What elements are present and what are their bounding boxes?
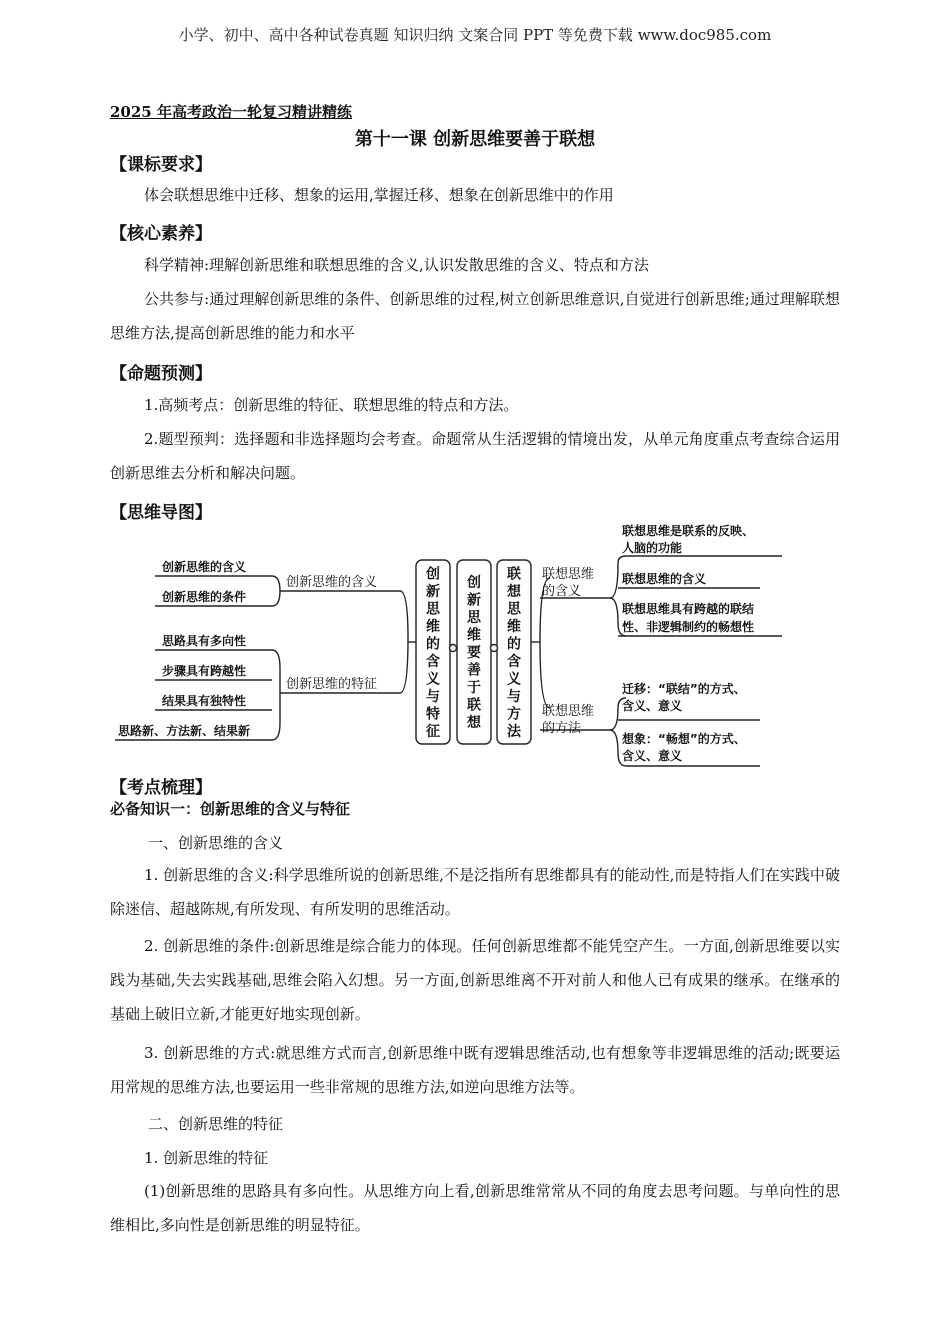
hexin-p2: 公共参与:通过理解创新思维的条件、创新思维的过程,树立创新思维意识,自觉进行创新思维;通过理解联想思维方法,提高创新思维的能力和水平	[110, 290, 840, 342]
section-hexin-title: 【核心素养】	[110, 224, 212, 244]
mm-right-bottom-branch-line2: 的方法	[542, 721, 582, 736]
sub-1-p1: (1)创新思维的思路具有多向性。从思维方向上看,创新思维常常从不同的角度去思考问题。与单向性的思维相比,多向性是创新思维的明显特征。	[110, 1182, 840, 1234]
mm-left-bottom-leaf-2: 步骤具有跨越性	[162, 664, 247, 678]
mm-right-bottom-leaf-2a: 想象：“畅想”的方式、	[622, 732, 746, 746]
kebiao-text: 体会联想思维中迁移、想象的运用,掌握迁移、想象在创新思维中的作用	[144, 186, 614, 204]
section-kebiao-title: 【课标要求】	[110, 155, 212, 175]
mm-right-bottom-leaf-1a: 迁移：“联结”的方式、	[622, 682, 746, 696]
mm-right-top-branch-line1: 联想思维	[542, 567, 595, 582]
item-1: 1. 创新思维的含义:科学思维所说的创新思维,不是泛指所有思维都具有的能动性,而是特指人们在实践中破除迷信、超越陈规,有所发现、有所发明的思维活动。	[110, 866, 840, 918]
document-subtitle: 2025 年高考政治一轮复习精讲精练	[110, 103, 352, 121]
mm-left-top-leaf-2: 创新思维的条件	[162, 590, 247, 604]
mm-left-bottom-leaf-4: 思路新、方法新、结果新	[118, 724, 251, 738]
mm-box-2	[466, 574, 482, 731]
mm-box3-label: 联想思维的含义与方法	[507, 566, 521, 740]
mm-left-bottom-branch: 创新思维的特征	[286, 677, 378, 692]
sub-1: 1. 创新思维的特征	[144, 1149, 269, 1167]
item-3: 3. 创新思维的方式:就思维方式而言,创新思维中既有逻辑思维活动,也有想象等非逻辑思维的活动;既要运用常规的思维方法,也要运用一些非常规的思维方法,如逆向思维方法等。	[110, 1044, 840, 1096]
mind-map	[110, 518, 800, 768]
mm-right-bottom-leaf-2b: 含义、意义	[622, 749, 683, 763]
mingti-p1: 1.高频考点：创新思维的特征、联想思维的特点和方法。	[144, 396, 519, 414]
mm-right-top-leaf-2: 联想思维的含义	[622, 572, 707, 586]
mm-left-bottom-leaf-1: 思路具有多向性	[162, 634, 247, 648]
section-mingti-title: 【命题预测】	[110, 364, 212, 384]
mm-box-1	[425, 565, 441, 740]
item-2: 2. 创新思维的条件:创新思维是综合能力的体现。任何创新思维都不能凭空产生。一方面,创新思维要以实践为基础,失去实践基础,思维会陷入幻想。另一方面,创新思维离不开对前人和他人已有成果的继承。在继承的基础上破旧立新,才能更好地实现创新。	[110, 937, 840, 1023]
mm-right-bottom-leaf-1b: 含义、意义	[622, 699, 683, 713]
mm-box1-label: 创新思维的含义与特征	[426, 566, 440, 740]
section-siwei-title: 【思维导图】	[110, 503, 212, 523]
mm-right-bottom-branch-line1: 联想思维	[542, 704, 595, 719]
mingti-p2: 2.题型预判：选择题和非选择题均会考查。命题常从生活逻辑的情境出发，从单元角度重点考查综合运用创新思维去分析和解决问题。	[110, 430, 840, 482]
mm-right-top-leaf-3b: 性、非逻辑制约的畅想性	[622, 620, 755, 634]
heading-1: 一、创新思维的含义	[148, 834, 284, 852]
page-header: 小学、初中、高中各种试卷真题 知识归纳 文案合同 PPT 等免费下载 www.doc985.com	[178, 26, 772, 44]
mm-right-top-leaf-1a: 联想思维是联系的反映、	[622, 524, 755, 538]
mm-right-top-branch-line2: 的含义	[542, 584, 582, 599]
mm-left-top-leaf-1: 创新思维的含义	[162, 560, 247, 574]
mm-box2-label: 创新思维要善于联想	[467, 575, 481, 731]
hexin-p1: 科学精神:理解创新思维和联想思维的含义,认识发散思维的含义、特点和方法	[144, 256, 649, 274]
mm-box-3	[507, 565, 522, 740]
heading-2: 二、创新思维的特征	[148, 1115, 284, 1133]
mm-left-top-branch: 创新思维的含义	[286, 575, 378, 590]
mm-right-top-leaf-1b: 人脑的功能	[622, 541, 683, 555]
mm-left-bottom-leaf-3: 结果具有独特性	[162, 694, 247, 708]
section-kaodian-title: 【考点梳理】	[110, 778, 212, 798]
lesson-title: 第十一课 创新思维要善于联想	[354, 129, 596, 150]
knowledge-1-title: 必备知识一：创新思维的含义与特征	[110, 800, 351, 818]
mm-right-top-leaf-3a: 联想思维具有跨越的联结	[622, 602, 755, 616]
